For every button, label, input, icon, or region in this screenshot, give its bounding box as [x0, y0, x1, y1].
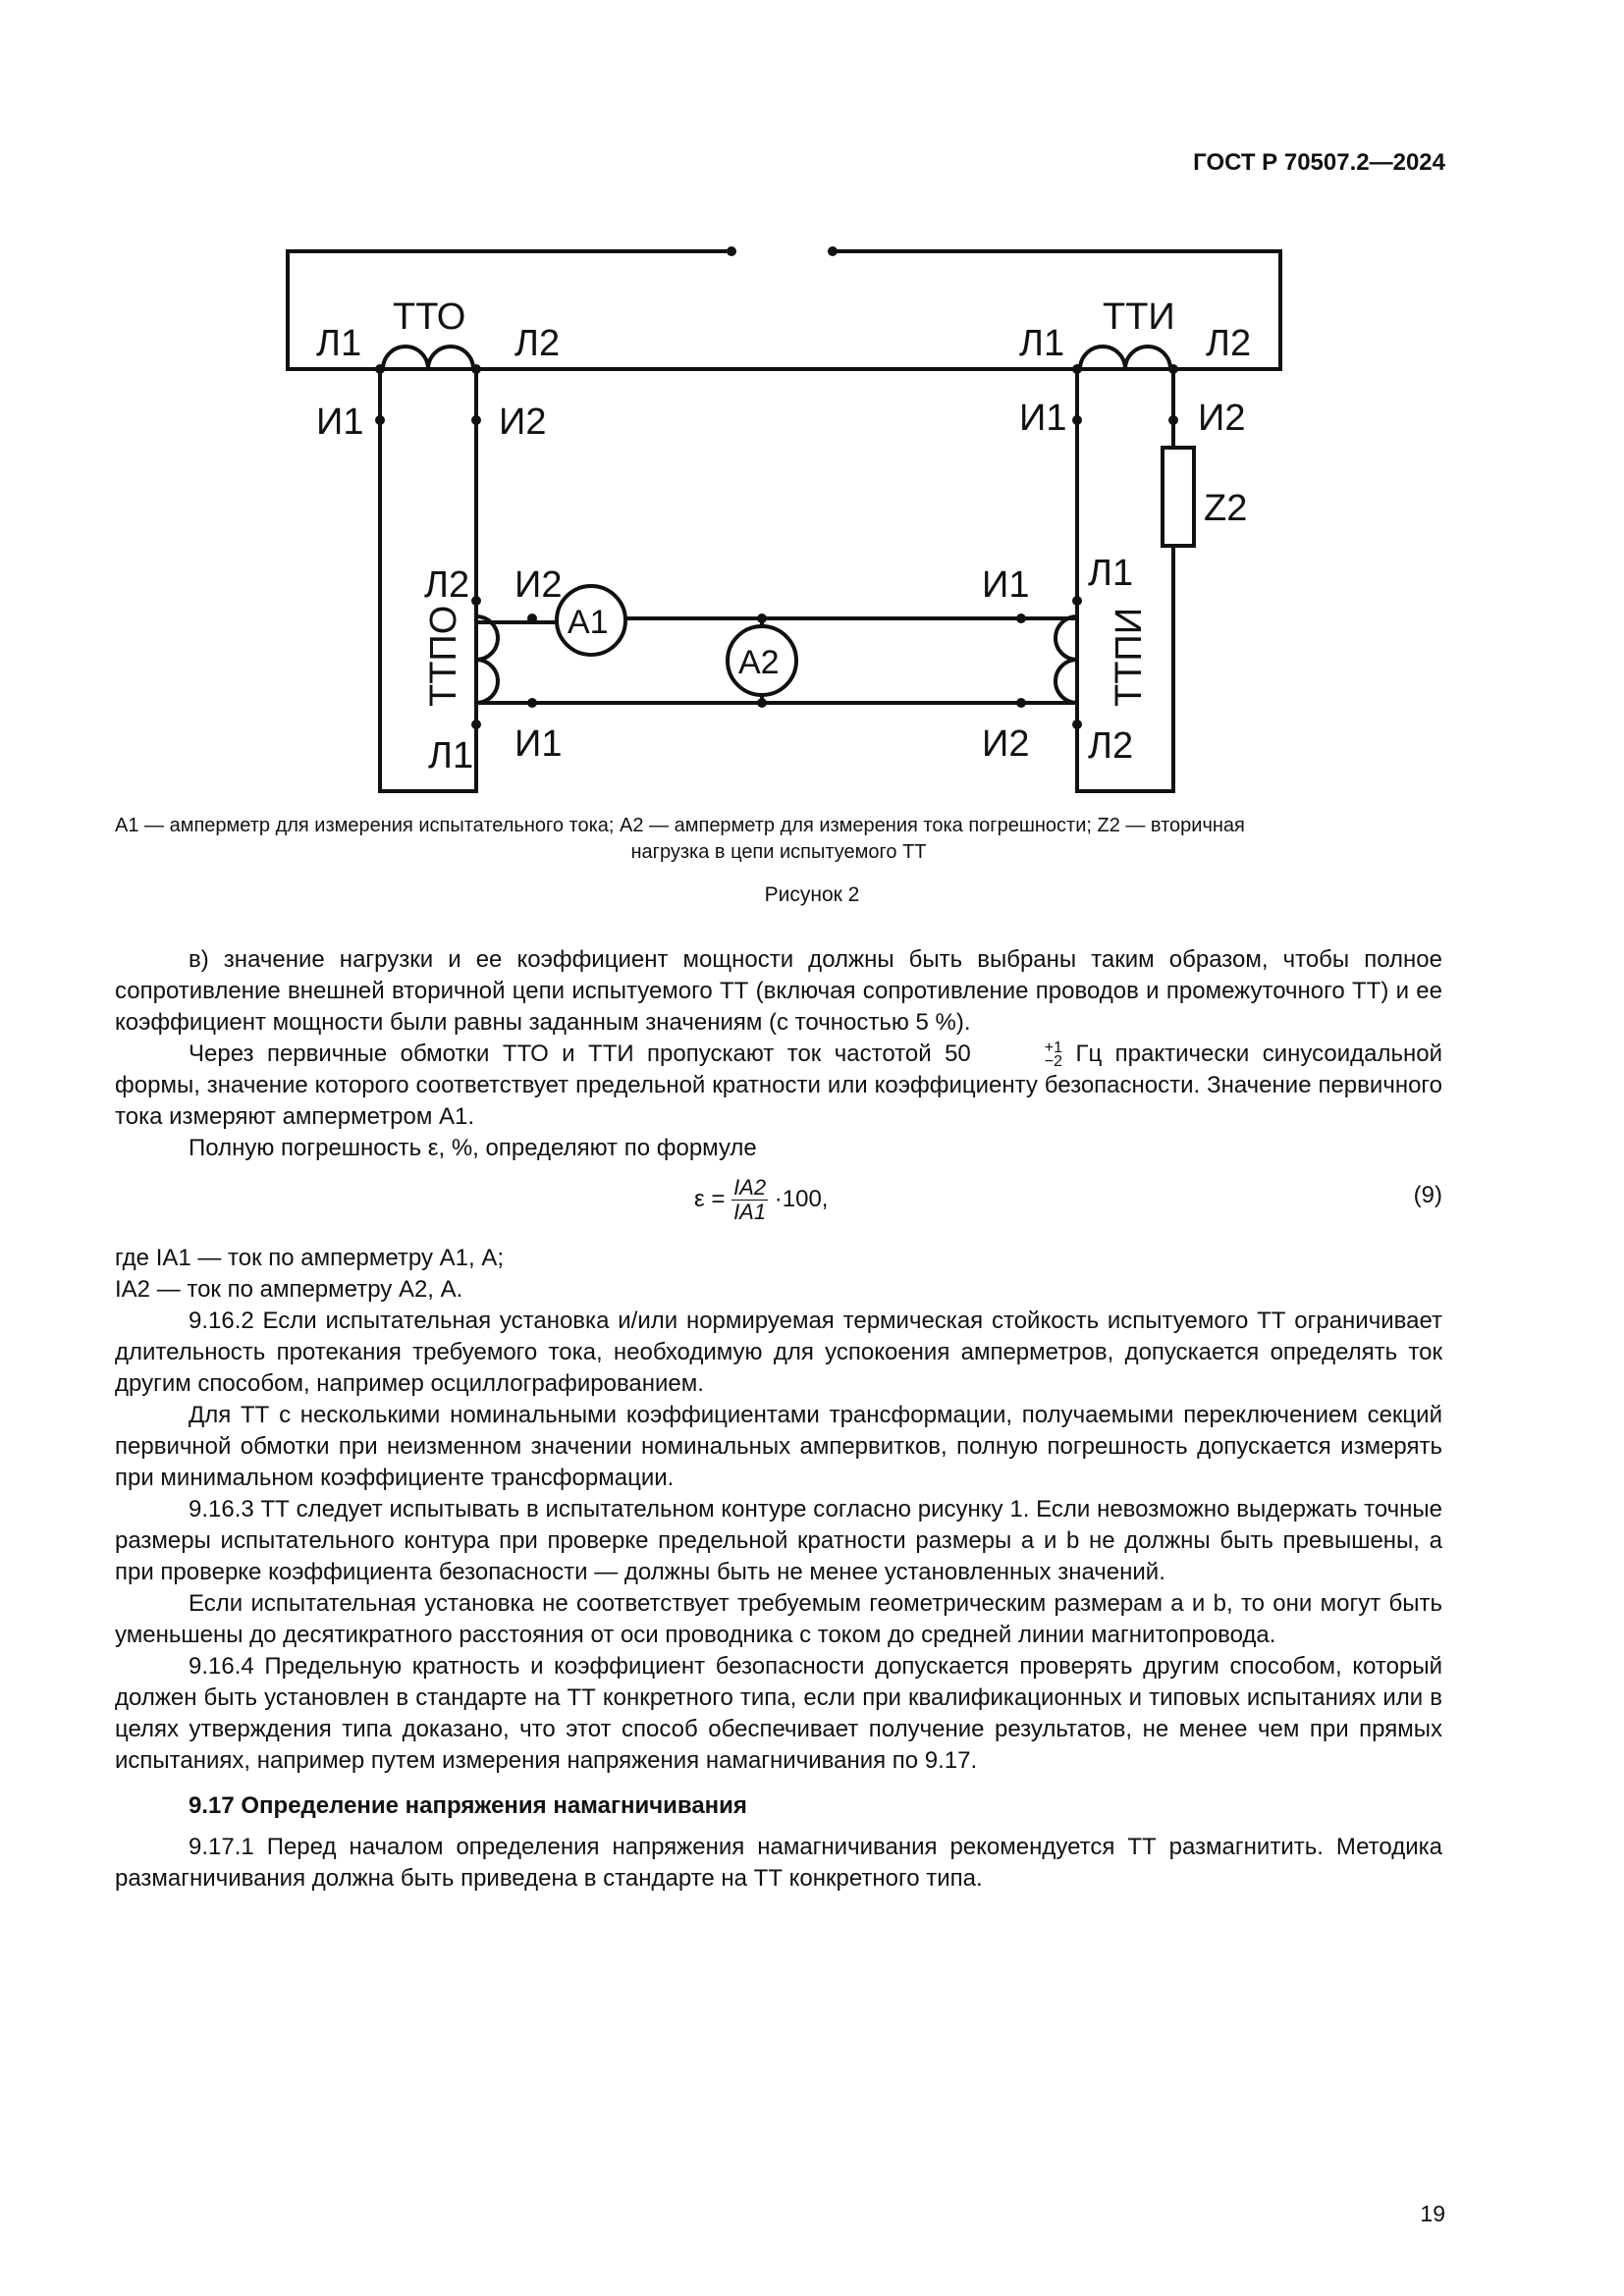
- label-l2: Л2: [1206, 323, 1252, 364]
- label-ttpi: ТТПИ: [1109, 607, 1150, 707]
- label-l1: Л1: [1088, 553, 1134, 594]
- label-tti: ТТИ: [1103, 296, 1175, 338]
- formula-9: [115, 1170, 1442, 1239]
- label-i2: И2: [514, 564, 563, 606]
- circuit-svg: [0, 0, 1624, 825]
- formula-fraction: [731, 1176, 768, 1224]
- label-a1: А1: [568, 604, 609, 641]
- formula-rhs: ·100,: [774, 1185, 829, 1212]
- paragraph: Полную погрешность ε, %, определяют по формуле: [189, 1135, 757, 1161]
- paragraph-text: Гц практически синусоидальной формы, значение которого соответствует предельной кратности или коэффициенту безопасности. Значение первичного тока измеряют амперметром А1.: [115, 1041, 1443, 1130]
- label-i2: И2: [1198, 398, 1246, 439]
- paragraph: Если испытательная установка не соответствует требуемым геометрическим размерам a и b, то они могут быть уменьшены до десятикратного расстояния от оси проводника с током до средней линии магнитопровода.: [115, 1590, 1442, 1648]
- figure-caption: [115, 813, 1442, 866]
- label-i2: И2: [499, 401, 547, 443]
- formula-number: (9): [1413, 1182, 1442, 1208]
- circuit-diagram: [0, 0, 1624, 825]
- label-i1: И1: [1019, 398, 1067, 439]
- page-number: 19: [1420, 2201, 1445, 2226]
- caption-line-1: А1 — амперметр для измерения испытательного тока; А2 — амперметр для измерения тока погрешности; Z2 — вторичная: [115, 815, 1245, 836]
- label-i2: И2: [982, 723, 1030, 765]
- caption-line-2: нагрузка в цепи испытуемого ТТ: [630, 841, 927, 863]
- where-line: где IA1 — ток по амперметру А1, А;: [115, 1245, 504, 1271]
- formula-lhs: ε =: [694, 1185, 726, 1212]
- label-ttpo: ТТПО: [423, 605, 464, 707]
- label-l2: Л2: [424, 564, 470, 606]
- label-tto: ТТО: [393, 296, 466, 338]
- label-l2: Л2: [514, 323, 561, 364]
- label-a2: А2: [738, 644, 780, 681]
- paragraph: 9.16.4 Предельную кратность и коэффициент безопасности допускается проверять другим способом, который должен быть установлен в стандарте на ТТ конкретного типа, если при квалификационных и типовых испытаниях или в целях утверждения типа доказано, что этот способ обеспечивает получение результатов, не менее чем при прямых испытаниях, например путем измерения напряжения намагничивания по 9.17.: [115, 1653, 1442, 1774]
- figure-title: Рисунок 2: [764, 883, 860, 906]
- paragraph: 9.16.2 Если испытательная установка и/или нормируемая термическая стойкость испытуемого ТТ ограничивает длительность протекания требуемого тока, необходимую для успокоения амперметров, допускается определять ток другим способом, например осциллографированием.: [115, 1308, 1442, 1397]
- label-l1: Л1: [1019, 323, 1065, 364]
- document-body: [115, 944, 1442, 1895]
- label-i1: И1: [514, 723, 563, 765]
- formula-denominator: IA1: [733, 1200, 767, 1224]
- section-heading: 9.17 Определение напряжения намагничивания: [189, 1792, 747, 1819]
- paragraph: 9.16.3 ТТ следует испытывать в испытательном контуре согласно рисунку 1. Если невозможно выдержать точные размеры испытательного контура при проверке предельной кратности размеры a и b не должны быть превышены, а при проверке коэффициента безопасности — должны быть не менее установленных значений.: [115, 1496, 1442, 1585]
- label-l2: Л2: [1088, 725, 1134, 767]
- label-z2: Z2: [1204, 488, 1248, 529]
- label-i1: И1: [316, 401, 364, 443]
- paragraph: 9.17.1 Перед началом определения напряжения намагничивания рекомендуется ТТ размагнитить. Методика размагничивания должна быть приведена в стандарте на ТТ конкретного типа.: [115, 1834, 1442, 1892]
- document-header: ГОСТ Р 70507.2—2024: [1193, 149, 1445, 176]
- label-l1: Л1: [428, 735, 474, 776]
- label-l1: Л1: [316, 323, 362, 364]
- paragraph-text: Через первичные обмотки ТТО и ТТИ пропускают ток частотой: [189, 1041, 932, 1067]
- paragraph: в) значение нагрузки и ее коэффициент мощности должны быть выбраны таким образом, чтобы полное сопротивление внешней вторичной цепи испытуемого ТТ (включая сопротивление проводов и промежуточного ТТ) и ее коэффициент мощности были равны заданным значениям (с точностью 5 %).: [115, 946, 1442, 1036]
- paragraph: [115, 1039, 1442, 1133]
- paragraph: Для ТТ с несколькими номинальными коэффициентами трансформации, получаемыми переключением секций первичной обмотки при неизменном значении номинальных ампервитков, полную погрешность допускается измерять при минимальном коэффициенте трансформации.: [115, 1402, 1442, 1491]
- z2-resistor: [1163, 448, 1194, 546]
- label-i1: И1: [982, 564, 1030, 606]
- formula-numerator: IA2: [733, 1175, 767, 1200]
- where-line: IA2 — ток по амперметру А2, А.: [115, 1276, 463, 1303]
- frequency-value: 50 +1 −2: [945, 1039, 1063, 1070]
